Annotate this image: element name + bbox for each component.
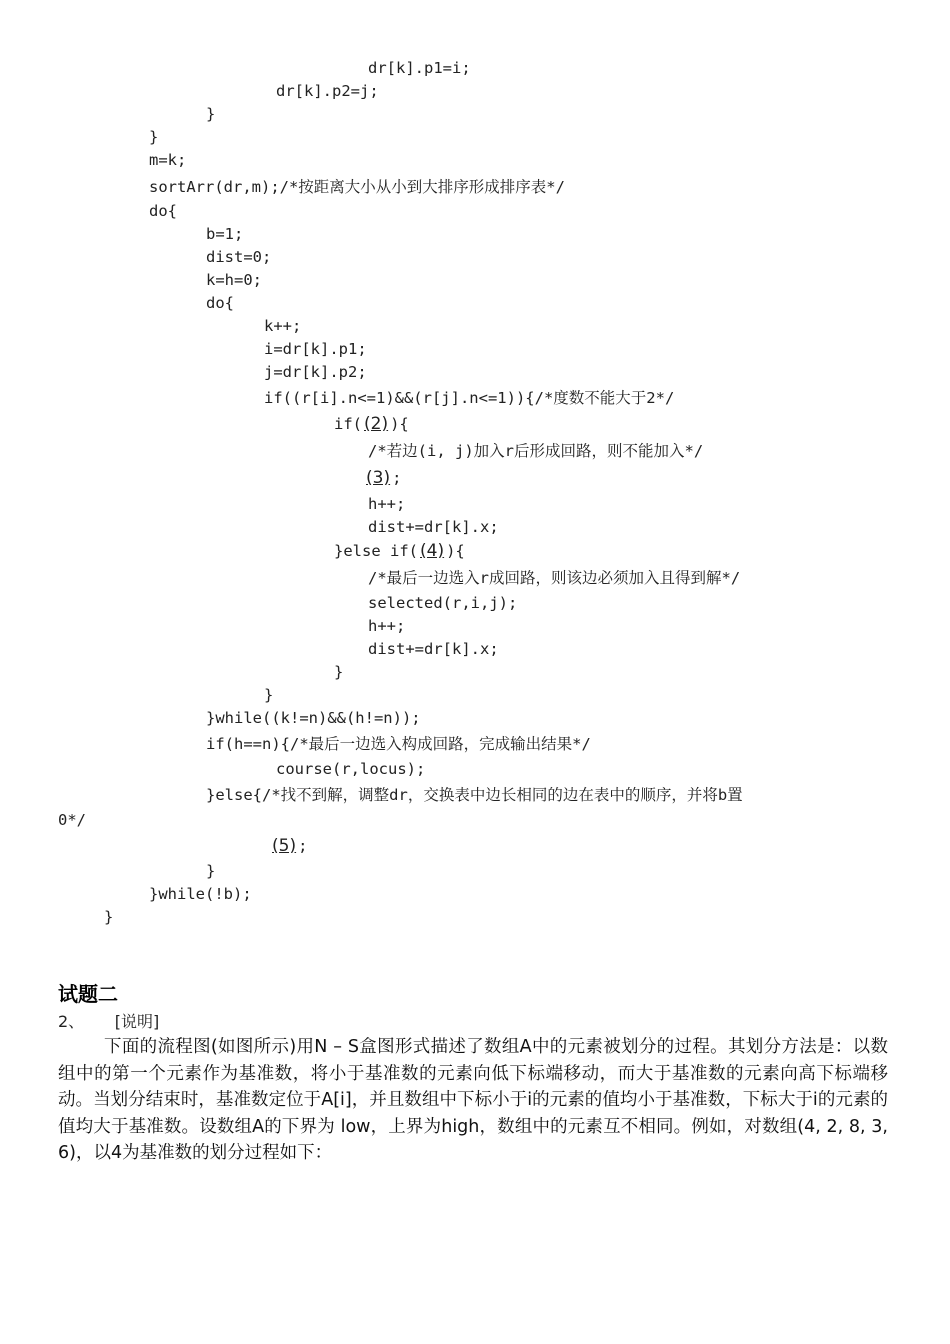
question-header [58,1009,159,1032]
code-line: k=h=0; [206,271,262,289]
description-label: [说明] [114,1012,160,1031]
code-line: } [206,105,216,123]
code-line: j=dr[k].p2; [264,363,367,381]
code-line: sortArr(dr,m);/*按距离大小从小到大排序形成排序表*/ [149,178,565,196]
code-line: dist=0; [206,248,272,266]
code-text: ){ [446,542,465,560]
code-line: i=dr[k].p1; [264,340,367,358]
code-text: ; [392,469,402,487]
fill-blank-5: (5) [272,836,297,856]
code-line: dist+=dr[k].x; [368,518,499,536]
code-line-blank-3 [364,468,401,488]
code-line: } [206,862,216,880]
code-text: ; [298,837,308,855]
fill-blank-4: (4) [420,541,445,561]
code-line: do{ [149,202,177,220]
code-line: h++; [368,495,406,513]
fill-blank-2: (2) [364,414,389,434]
code-text: if( [334,415,362,433]
code-line: /*最后一边选入r成回路，则该边必须加入且得到解*/ [368,569,741,587]
description-paragraph: 下面的流程图(如图所示)用N – S盒图形式描述了数组A中的元素被划分的过程。其划分方法是：以数组中的第一个元素作为基准数，将小于基准数的元素向低下标端移动，而大于基准数的元素向高下标端移动。当划分结束时，基准数定位于A[i]，并且数组中下标小于i的元素的值均小于基准数，下标大于i的元素的值均大于基准数。设数组A的下界为 low，上界为high，数组中的元素互不相同。例如，对数组(4, 2, 8, 3, 6)，以4为基准数的划分过程如下： [58,1037,888,1163]
code-line: m=k; [149,151,187,169]
code-line: } [104,908,114,926]
code-line-else-if-blank-4 [334,541,465,561]
code-text: }else if( [334,542,418,560]
code-line: if(h==n){/*最后一边选入构成回路，完成输出结果*/ [206,735,591,753]
fill-blank-3: (3) [366,468,391,488]
code-line: course(r,locus); [276,760,426,778]
code-line: dr[k].p2=j; [276,82,379,100]
code-line: k++; [264,317,302,335]
code-line: 0*/ [58,811,86,829]
section-title: 试题二 [58,982,118,1006]
code-line: if((r[i].n<=1)&&(r[j].n<=1)){/*度数不能大于2*/ [264,389,675,407]
code-line: }while(!b); [149,885,252,903]
code-line-if-blank-2 [334,414,409,434]
code-line: do{ [206,294,234,312]
code-line: /*若边(i, j)加入r后形成回路，则不能加入*/ [368,442,704,460]
code-line: } [334,663,344,681]
code-text: ){ [390,415,409,433]
code-line: selected(r,i,j); [368,594,518,612]
code-line: }while((k!=n)&&(h!=n)); [206,709,421,727]
code-line: } [149,128,159,146]
code-line: dist+=dr[k].x; [368,640,499,658]
code-line-blank-5 [270,836,307,856]
code-line: h++; [368,617,406,635]
code-line: } [264,686,274,704]
code-line: dr[k].p1=i; [368,59,471,77]
code-line: b=1; [206,225,244,243]
question-number: 2、 [58,1012,85,1031]
code-line: }else{/*找不到解，调整dr，交换表中边长相同的边在表中的顺序，并将b置 [206,786,743,804]
